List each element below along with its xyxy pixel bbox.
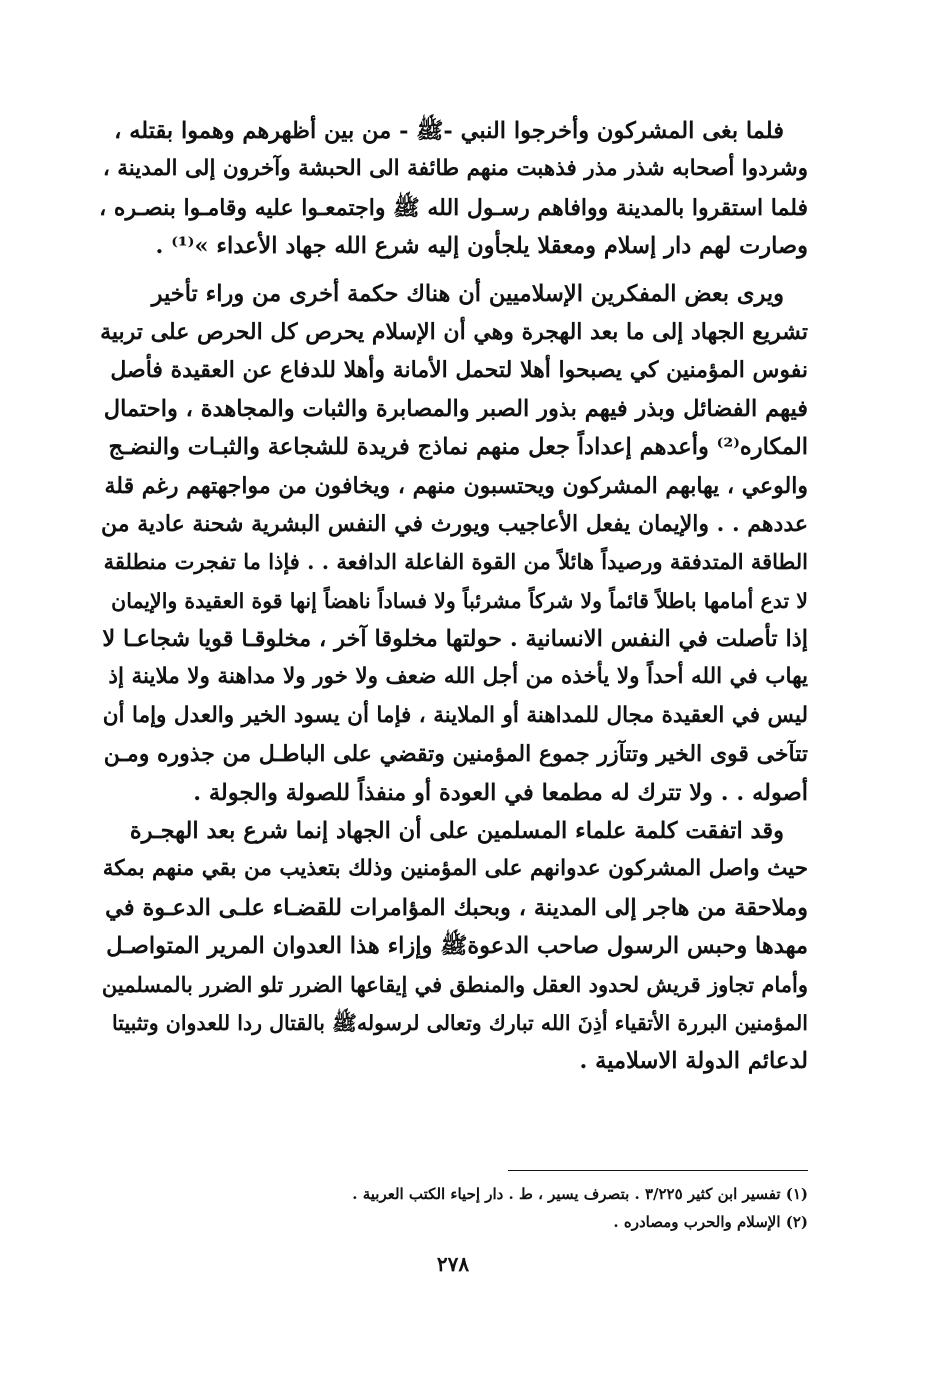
text-line: ويرى بعض المفكرين الإسلاميين أن هناك حكمة أخرى من وراء تأخير: [151, 280, 784, 307]
text-line: وقد اتفقت كلمة علماء المسلمين على أن الجهاد إنما شرع بعد الهجـرة: [129, 818, 784, 845]
text-line: يهاب في الله أحداً ولا يأخذه من أجل الله ضعف ولا خور ولا مداهنة ولا ملاينة إذ: [108, 664, 808, 690]
text-line: وأمام تجاوز قريش لحدود العقل والمنطق في إيقاعها الضرر تلو الضرر بالمسلمين: [101, 971, 808, 997]
book-page: [98, 112, 808, 1312]
text-line: وشردوا أصحابه شذر مذر فذهبت منهم طائفة الى الحبشة وآخرون إلى المدينة ،: [102, 156, 808, 182]
paragraph-3: [98, 812, 808, 1081]
text-line: المؤمنين البررة الأتقياء أذِنَ الله تبارك وتعالى لرسولهﷺ بالقتال ردا للعدوان وتثبيتا: [112, 1010, 808, 1035]
text-line: مهدها وحبس الرسول صاحب الدعوةﷺ وإزاء هذا العدوان المرير المتواصـل: [106, 933, 808, 960]
paragraph-1: [98, 112, 808, 266]
text-line: لدعائم الدولة الاسلامية .: [579, 1048, 808, 1075]
text-line: الطاقة المتدفقة ورصيداً هائلاً من القوة الفاعلة الدافعة . . فإذا ما تفجرت منطلقة: [103, 549, 808, 575]
text-line: وملاحقة من هاجر إلى المدينة ، وبحبك المؤامرات للقضـاء علـى الدعـوة في: [105, 894, 808, 921]
text-line: نفوس المؤمنين كي يصبحوا أهلا لتحمل الأمانة وأهلا للدفاع عن العقيدة فأصل: [110, 357, 808, 384]
text-line: فلما استقروا بالمدينة ووافاهم رسـول الله ﷺ واجتمعـوا عليه وقامـوا بنصـره ،: [99, 194, 808, 221]
text-line: فلما بغى المشركون وأخرجوا النبي -ﷺ - من بين أظهرهم وهموا بقتله ،: [114, 118, 784, 144]
text-line: لا تدع أمامها باطلاً قائماً ولا شركاً مشرئباً ولا فساداً ناهضاً إنها قوة العقيدة والإيمان: [111, 588, 808, 613]
footnote-rule: [508, 1170, 808, 1171]
text-line: تشريع الجهاد إلى ما بعد الهجرة وهي أن الإسلام يحرص كل الحرص على تربية: [100, 318, 808, 345]
text-line: إذا تأصلت في النفس الانسانية . حولتها مخلوقا آخر ، مخلوقـا قويا شجاعـا لا: [102, 626, 808, 653]
paragraph-2: [98, 275, 808, 812]
text-line: وصارت لهم دار إسلام ومعقلا يلجأون إليه شرع الله جهاد الأعداء »⁽¹⁾ .: [155, 233, 808, 260]
text-line: أصوله . . ولا تترك له مطمعا في العودة أو منفذاً للصولة والجولة .: [193, 779, 808, 806]
text-line: المكاره⁽²⁾ وأعدهم إعداداً جعل منهم نماذج فريدة للشجاعة والثبـات والنضـج: [108, 434, 808, 461]
text-line: عددهم . . والإيمان يفعل الأعاجيب ويورث في النفس البشرية شحنة عادية من: [101, 510, 808, 537]
text-line: تتآخى قوى الخير وتتآزر جموع المؤمنين وتقضي على الباطـل من جذوره ومـن: [103, 741, 808, 768]
text-line: ليس في العقيدة مجال للمداهنة أو الملاينة ، فإما أن يسود الخير والعدل وإما أن: [102, 702, 808, 728]
footnote-2: (٢) الإسلام والحرب ومصادره .: [613, 1213, 808, 1231]
text-line: والوعي ، يهابهم المشركون ويحتسبون منهم ، ويخافون من مواجهتهم رغم قلة: [104, 472, 808, 499]
footnote-1: (١) تفسير ابن كثير ٣/٢٢٥ . بتصرف يسير ، ط . دار إحياء الكتب العربية .: [352, 1185, 808, 1203]
text-line: حيث واصل المشركون عدوانهم على المؤمنين وذلك بتعذيب من بقي منهم بمكة: [102, 856, 808, 882]
text-line: فيهم الفضائل وبذر فيهم بذور الصبر والمصابرة والثبات والمجاهدة ، واحتمال: [103, 395, 808, 422]
page-number: ٢٧٨: [436, 1252, 470, 1276]
